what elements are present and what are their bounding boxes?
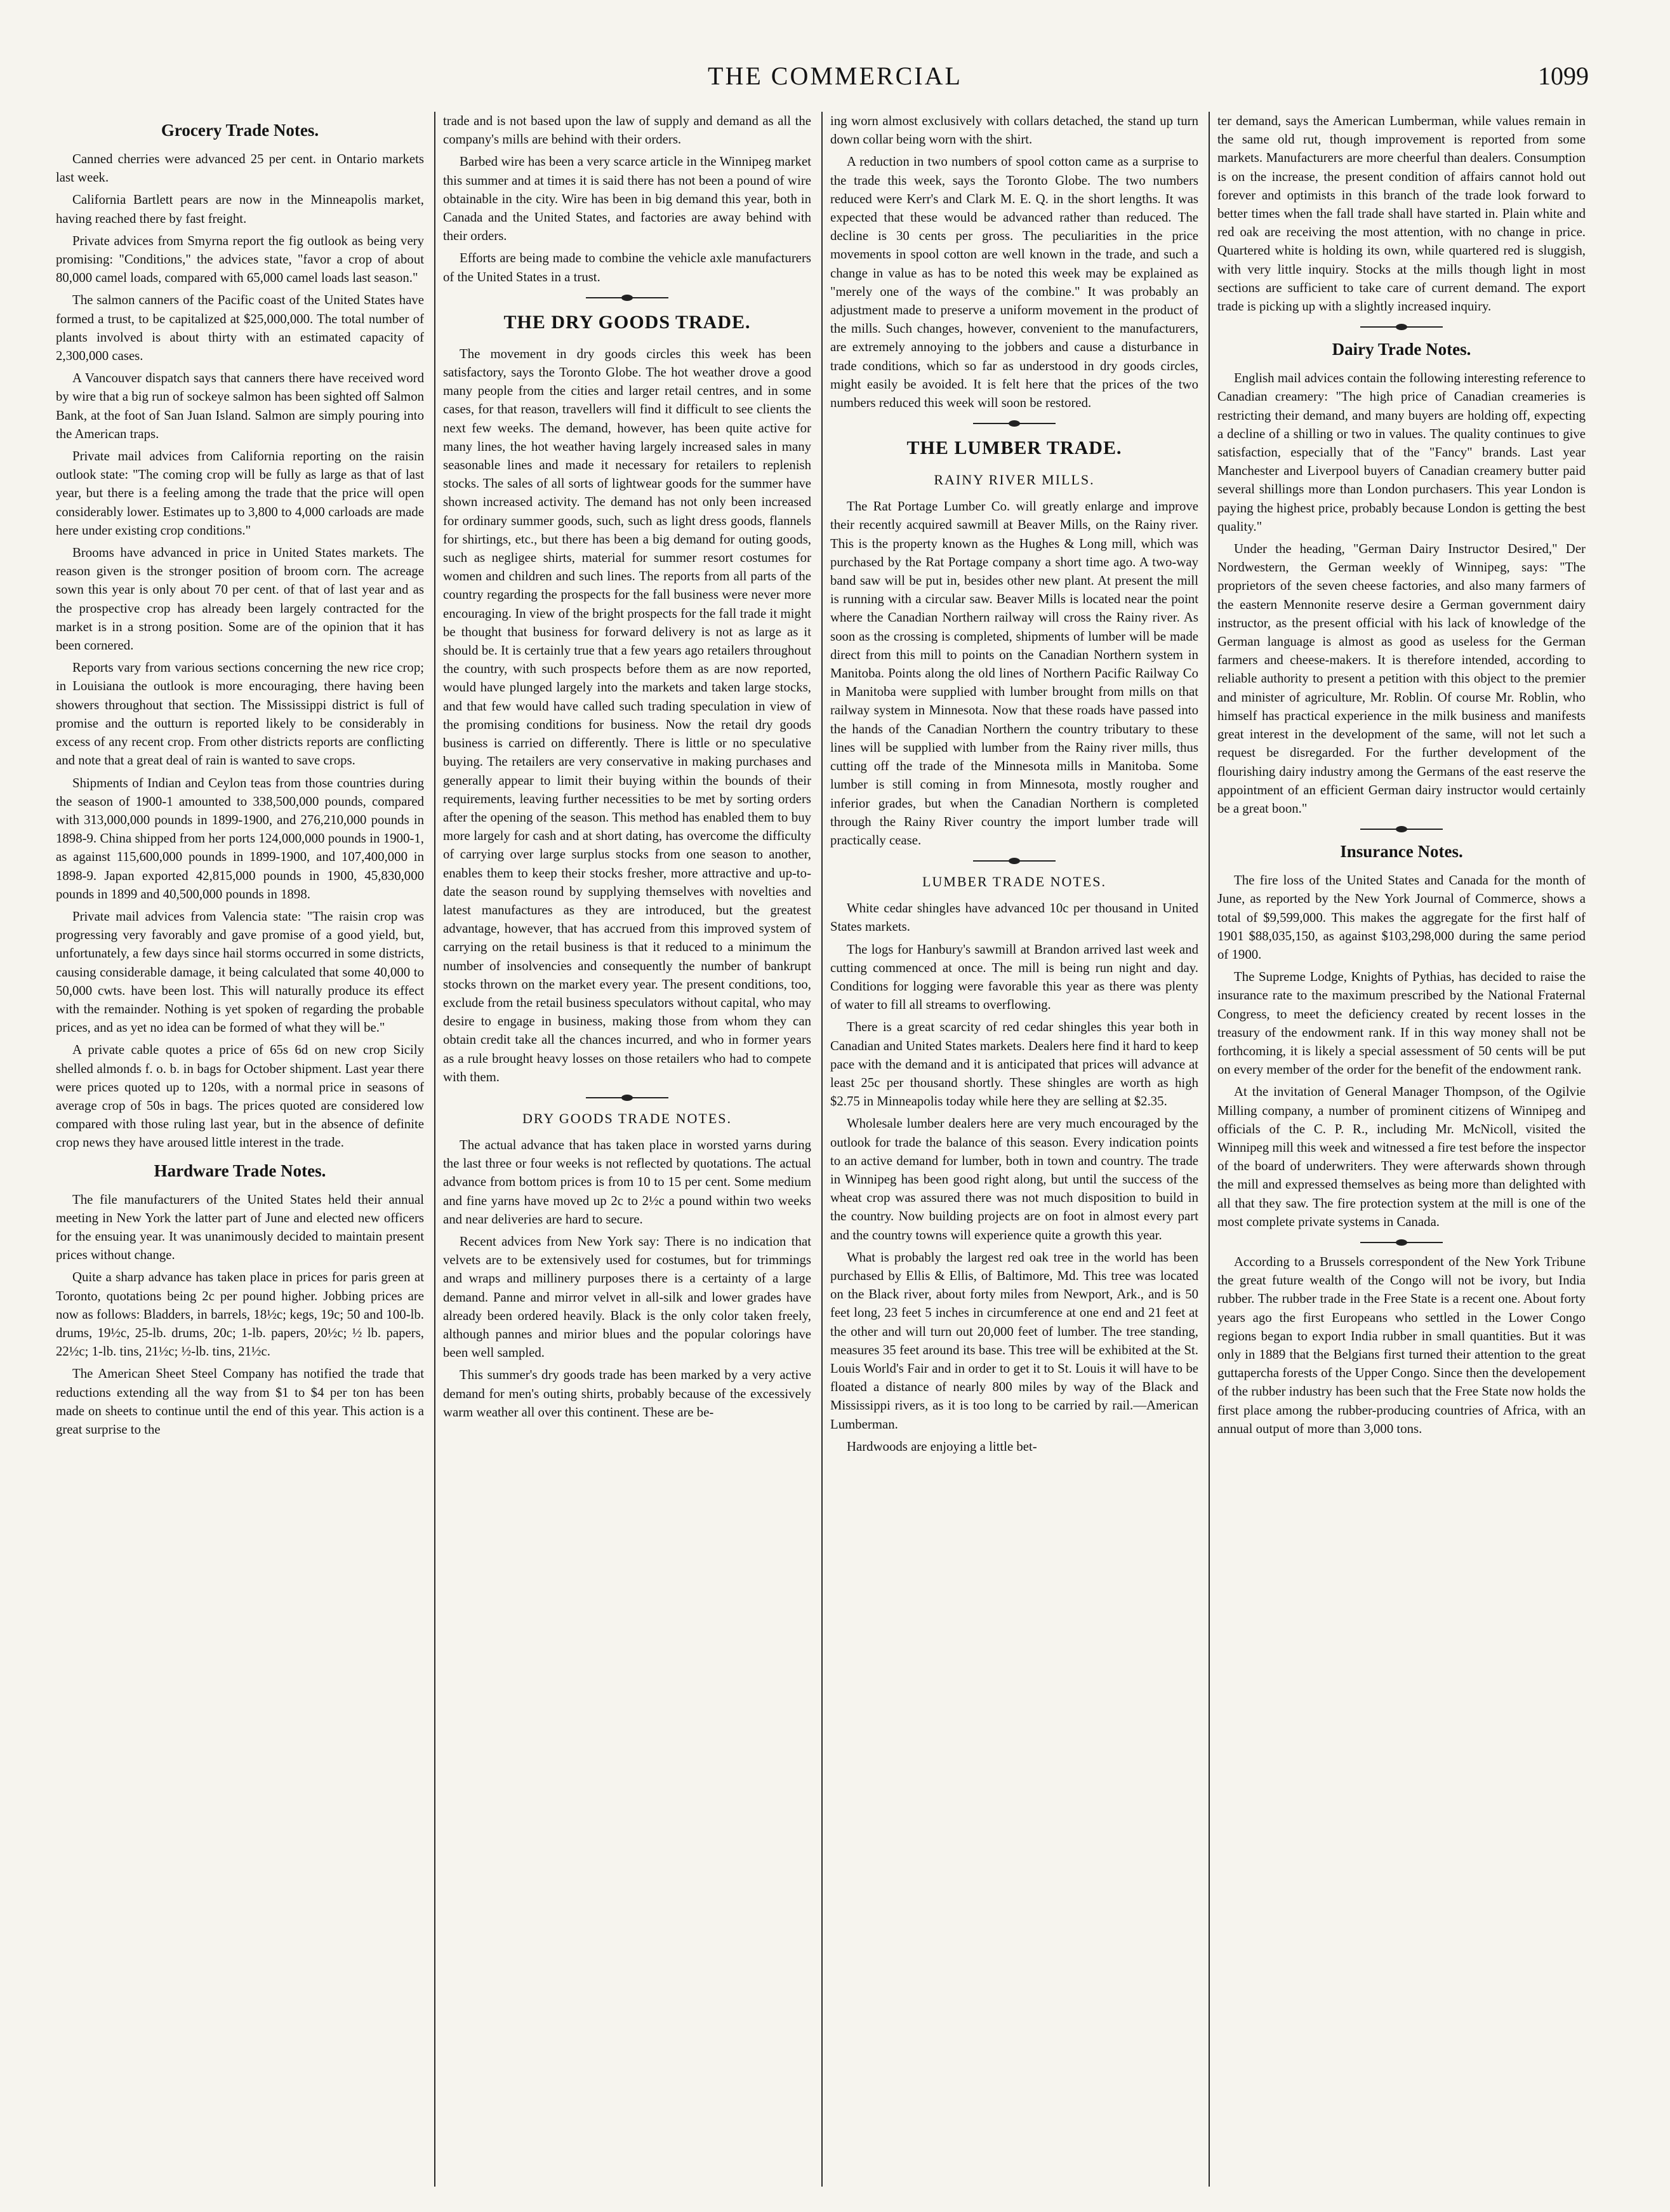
- section-divider: [586, 1094, 668, 1102]
- article-paragraph: According to a Brussels correspondent of the New York Tribune the great future wealth of the Congo will not be ivory, but India rubber. The rubber trade in the Free State is a recent one. About forty years ago the first Europeans who settled in the Lower Congo regions began to export India rubber in small quantities. But it was only in 1889 that the Belgians first turned their attention to the great guttapercha forests of the Upper Congo. Since then the developement of the rubber industry has been such that the Free State now holds the first place among the rubber-producing countries of Africa, with an annual output of more than 3,000 tons.: [1217, 1254, 1586, 1436]
- article-paragraph: A private cable quotes a price of 65s 6d on new crop Sicily shelled almonds f. o. b. in bags for October shipment. Last year there were prices quoted up to 120s, with a normal price in seasons of average crop of 50s in bags. The prices quoted are considered low compared with those ruling last year, but in the absence of definite crop news they have aroused little interest in the trade.: [56, 1043, 424, 1150]
- article-paragraph: Reports vary from various sections concerning the new rice crop; in Louisiana the outlook is more encouraging, there having been showers throughout that section. The Mississippi district is full of promise and the outturn is reported likely to be considerably in excess of any recent crop. From other districts reports are conflicting and note that a great deal of rain is wanted to save crops.: [56, 660, 424, 768]
- article-paragraph: A reduction in two numbers of spool cotton came as a surprise to the trade this week, says the Toronto Globe. The two numbers reduced were Kerr's and Clark M. E. Q. in the short lengths. It was expected that these would be advanced rather than reduced. The decline is 30 cents per gross. The peculiarities in the price movements in spool cotton are well known in the trade, and such a change in value as has to be noted this week may be explained as "merely one of the ways of the combine." It was probably an adjustment made to preserve a uniform movement in the product of the mills. Such changes, however, convenient to the manufacturers, are extremely annoying to the jobbers and cause a disturbance in trade conditions, which so far as understood in dry goods circles, might easily be avoided. It is felt here that the prices of the two numbers reduced this week will soon be restored.: [830, 154, 1198, 411]
- article-paragraph: Efforts are being made to combine the vehicle axle manufacturers of the United States in a trust.: [443, 251, 811, 284]
- article-paragraph: The actual advance that has taken place in worsted yarns during the last three or four weeks is not reflected by quotations. The actual advance from bottom prices is from 10 to 15 per cent. Some medium and fine yarns have moved up 2c to 2½c a pound within two weeks and near deliveries are hard to secure.: [443, 1137, 811, 1227]
- article-paragraph: English mail advices contain the following interesting reference to Canadian creamery: "The high price of Canadian creameries is restricting their demand, and many buyers are holding off, expecting a decline of a shilling or two in values. The quality continues to give satisfaction, especially that of the "Fancy" brands. Last year Manchester and Liverpool buyers of Canadian creamery butter paid several shillings more than London purchasers. This year London is paying the highest price, probably because London is getting the best quality.": [1217, 371, 1586, 534]
- section-divider: [586, 294, 668, 302]
- article-paragraph: California Bartlett pears are now in the Minneapolis market, having reached there by fast freight.: [56, 192, 424, 226]
- article-paragraph: At the invitation of General Manager Thompson, of the Ogilvie Milling company, a number of prominent citizens of Winnipeg and officials of the C. P. R., including Mr. McNicoll, visited the Winnipeg mill this week and witnessed a fire test before the inspector of the board of underwriters. They were afterwards shown through the mill and expressed themselves as being more than delighted with all that they saw. The fire protection system at the mill is one of the most complete private systems in Canada.: [1217, 1084, 1586, 1229]
- column-rule: [434, 112, 435, 2187]
- article-paragraph: The movement in dry goods circles this week has been satisfactory, says the Toronto Globe. The hot weather drove a good many people from the cities and larger retail centres, and in some cases, for that reason, travellers will find it difficult to see clients the next few weeks. The demand, however, has been quite active for many lines, the hot weather having largely increased sales in many seasonable lines and made it necessary for retailers to replenish stocks. The sales of all sorts of lightwear goods for the summer have shown increased activity. The demand has not only been increased for ordinary summer goods, such, such as light dress goods, flannels for shirtings, etc., but there has been a big demand for outing goods, such as negligee shirts, material for summer resort costumes for women and children and such lines. The reports from all parts of the country regarding the prospects for the fall business were never more encouraging. In view of the bright prospects for the fall trade it might be thought that business for forward delivery is not as large as it should be. It is certainly true that a few years ago retailers throughout the country, with such prospects before them as are now reported, would have plunged largely into the markets and taken large stocks, and that few would have called such trading speculation in view of the promising conditions for business. Now the retail dry goods business is carried on differently. There is little or no speculative buying. The retailers are very conservative in making purchases and generally appear to limit their buying within the bounds of their requirements, leaving further necessities to be met by sorting orders after the opening of the season. This method has enabled them to buy more largely for cash and at short dating, has overcome the difficulty of carrying over large surplus stocks from one season to another, enables them to keep their stocks fresher, more attractive and up-to-date the season round by supplying themselves with novelties and latest manufactures as they are introduced, but the greatest advantage, however, that has accrued from this improved system of carrying on the retail business is that it reduced to a minimum the number of insolvencies and consequently the number of bankrupt stocks thrown on the market every year. The present conditions, too, exclude from the retail business speculators without capital, who may desire to engage in business, making those from whom they can obtain credit take all the chances incurred, and who in former years as a rule brought heavy losses on those retailers who had to compete with them.: [443, 346, 811, 1084]
- article-paragraph: Quite a sharp advance has taken place in prices for paris green at Toronto, quotations being 2c per pound higher. Jobbing prices are now as follows: Bladders, in barrels, 18½c; kegs, 19c; 50 and 100-lb. drums, 19½c, 25-lb. drums, 20c; 1-lb. papers, 20½c; ½ lb. papers, 22½c; 1-lb. tins, 21½c; ½-lb. tins, 21½c.: [56, 1270, 424, 1359]
- article-paragraph: ter demand, says the American Lumberman, while values remain in the same old rut, though improvement is reported from some markets. Manufacturers are more cheerful than dealers. Consumption is on the increase, the present condition of affairs cannot hold out forever and optimists in this branch of the trade look forward to better times when the fall trade shall have started in. Plain white and red oak are receiving the most attention, with no change in price. Quartered white is holding its own, while quartered red is sluggish, with very little inquiry. Stocks at the mills though light in most sections are sufficient to take care of current demand. The export trade is picking up with a slightly increased inquiry.: [1217, 114, 1586, 314]
- section-heading: Grocery Trade Notes.: [161, 121, 319, 140]
- article-paragraph: The Rat Portage Lumber Co. will greatly enlarge and improve their recently acquired sawmill at Beaver Mills, on the Rainy river. This is the property known as the Hughes & Long mill, which was purchased by the Rat Portage company a short time ago. A two-way band saw will be put in, besides other new plant. At present the mill is running with a circular saw. Beaver Mills is located near the point where the Canadian Northern railway will cross the Rainy river. As soon as the crossing is completed, shipments of lumber will be made direct from this mill to points on the Canadian Northern system in Manitoba. Points along the old lines of Northern Pacific Railway Co in Manitoba were supplied with lumber brought from mills on that railway system in Minnesota. Now that these roads have passed into the hands of the Canadian Northern the country tributary to these lines will be supplied with lumber from the Rainy river mills, thus cutting off the trade of the Minnesota mills in Manitoba. Some lumber is still coming in from Minnesota, mostly rougher and inferior grades, but when the Canadian Northern is completed through the Rainy River country the import lumber trade will practically cease.: [830, 499, 1198, 848]
- section-divider: [1360, 825, 1443, 833]
- column-rule: [821, 112, 823, 2187]
- article-paragraph: What is probably the largest red oak tree in the world has been purchased by Ellis & Ellis, of Baltimore, Md. This tree was located on the Black river, about forty miles from Newport, Ark., and is 50 feet long, 23 feet 5 inches in circumference at one end and 21 feet at the other and will turn out 20,000 feet of lumber. The tree standing, measures 35 feet around its base. This tree will be exhibited at the St. Louis World's Fair and in order to get it to St. Louis it will have to be floated a distance of nearly 800 miles by way of the Black and Mississippi rivers, as it is too long to be carried by rail.—American Lumberman.: [830, 1249, 1198, 1432]
- column-4: [1217, 112, 1586, 2187]
- section-heading: Dairy Trade Notes.: [1332, 340, 1471, 359]
- section-divider: [1360, 1239, 1443, 1246]
- article-paragraph: The fire loss of the United States and Canada for the month of June, as reported by the New York Journal of Commerce, shows a total of $9,599,000. This makes the aggregate for the first half of 1901 $88,035,150, as against $103,298,000 during the same period of 1900.: [1217, 873, 1586, 962]
- article-paragraph: There is a great scarcity of red cedar shingles this year both in Canadian and United States markets. Dealers here find it hard to keep pace with the demand and it is anticipated that prices will advance at least 25c per thousand shortly. These shingles are worth as high $2.75 in Minneapolis today while here they are selling at $2.35.: [830, 1020, 1198, 1109]
- article-paragraph: Private mail advices from California reporting on the raisin outlook state: "The coming crop will be fully as large as that of last year, but there is a feeling among the trade that the price will open considerably lower. Estimates up to 3,800 to 4,000 carloads are made here under existing crop conditions.": [56, 449, 424, 538]
- column-rule: [1209, 112, 1210, 2187]
- article-paragraph: Under the heading, "German Dairy Instructor Desired," Der Nordwestern, the German weekly of Winnipeg, says: "The proprietors of the seven cheese factories, and also many farmers of the eastern Mennonite reserve desire a German government dairy instructor, as the present official with his lack of knowledge of the German language is almost as good as useless for the German farmers and cheese-makers. It is therefore intended, according to reliable authority to present a petition with this object to the premier and minister of agriculture, Mr. Roblin. Of course Mr. Roblin, who himself has practical experience in the milk business and manifests great interest in the development of the same, will not let such a request be disregarded. For the further development of the flourishing dairy industry among the Germans of the east reserve the appointment of an efficient German dairy instructor would certainly be a great boon.": [1217, 542, 1586, 816]
- section-divider: [973, 420, 1056, 427]
- article-paragraph: Private advices from Smyrna report the fig outlook as being very promising: "Conditions," the advices state, "favor a crop of about 80,000 camel loads, compared with 65,000 camel loads last season.": [56, 233, 424, 286]
- article-paragraph: White cedar shingles have advanced 10c per thousand in United States markets.: [830, 901, 1198, 935]
- masthead: [56, 61, 1614, 99]
- article-paragraph: This summer's dry goods trade has been marked by a very active demand for men's outing shirts, probably because of the excessively warm weather all over this continent. These are be-: [443, 1368, 811, 1420]
- section-divider: [973, 857, 1056, 865]
- article-paragraph: Hardwoods are enjoying a little bet-: [847, 1439, 1037, 1454]
- section-heading: Hardware Trade Notes.: [154, 1161, 326, 1180]
- subsection-heading: DRY GOODS TRADE NOTES.: [522, 1110, 732, 1126]
- article-paragraph: Brooms have advanced in price in United States markets. The reason given is the stronger position of broom corn. The acreage sown this year is only about 70 per cent. of that of last year and as the prospective crop has already been largely contracted for the market is in a strong position. Some are of the opinion that it has been cornered.: [56, 545, 424, 653]
- article-paragraph: Private mail advices from Valencia state: "The raisin crop was progressing very favorably and gave promise of a good yield, but, unfortunately, a few days since hail storms occurred in some districts, causing considerable damage, it being calculated that some 40,000 to 50,000 cwts. have been lost. This will naturally produce its effect with the remainder. Nothing is yet spoken of regarding the probable prices, and as yet no idea can be formed of what they will be.": [56, 909, 424, 1036]
- article-columns: [56, 112, 1614, 2187]
- column-3: [830, 112, 1198, 2187]
- page-number: 1099: [1538, 62, 1589, 90]
- article-paragraph: Wholesale lumber dealers here are very much encouraged by the outlook for trade the balance of this season. Every indication points to an active demand for lumber, both in town and country. The trade in Winnipeg has been good right along, but until the success of the wheat crop was assured there was not much disposition to build in the country. Now building projects are on foot in almost every part and the country towns will experience quite a growth this year.: [830, 1116, 1198, 1243]
- article-paragraph: Canned cherries were advanced 25 per cent. in Ontario markets last week.: [56, 152, 424, 185]
- article-paragraph: trade and is not based upon the law of supply and demand as all the company's mills are behind with their orders.: [443, 114, 811, 147]
- column-2: [443, 112, 811, 2187]
- article-paragraph: A Vancouver dispatch says that canners there have received word by wire that a big run of sockeye salmon has been sighted off Salmon Bank, at the foot of San Juan Island. Salmon are simply pouring into the American traps.: [56, 371, 424, 441]
- article-paragraph: The logs for Hanbury's sawmill at Brandon arrived last week and cutting commenced at once. The mill is being run night and day. Conditions for logging were favorable this year as there was plenty of water to fill all streams to overflowing.: [830, 942, 1198, 1013]
- subsection-heading: LUMBER TRADE NOTES.: [922, 874, 1106, 890]
- running-title: THE COMMERCIAL: [708, 62, 962, 90]
- article-paragraph: The salmon canners of the Pacific coast of the United States have formed a trust, to be capitalized at $25,000,000. The total number of plants involved is about thirty with an estimated capacity of 2,300,000 cases.: [56, 293, 424, 364]
- article-paragraph: Barbed wire has been a very scarce article in the Winnipeg market this summer and at times it is said there has not been a pound of wire obtainable in the city. Wire has been in big demand this year, both in Canada and the United States, and factories are away behind with their orders.: [443, 154, 811, 244]
- article-paragraph: The American Sheet Steel Company has notified the trade that reductions extending all the way from $1 to $4 per ton has been made on sheets to continue until the end of this year. This action is a great surprise to the: [56, 1366, 424, 1437]
- section-heading: THE DRY GOODS TRADE.: [503, 311, 751, 333]
- article-paragraph: Recent advices from New York say: There is no indication that velvets are to be extensively used for costumes, but for trimmings and wraps and millinery purposes there is a certainty of a large demand. Panne and mirror velvet in all-silk and lower grades have already been ordered heavily. Black is the only color taken freely, although pannes and mirior blues and the popular colorings have been well sampled.: [443, 1234, 811, 1361]
- column-1: [56, 112, 424, 2187]
- article-paragraph: The file manufacturers of the United States held their annual meeting in New York the latter part of June and elected new officers for the ensuing year. It was unanimously decided to maintain present prices without change.: [56, 1192, 424, 1263]
- subsection-heading: RAINY RIVER MILLS.: [934, 472, 1095, 488]
- section-divider: [1360, 323, 1443, 331]
- article-paragraph: ing worn almost exclusively with collars detached, the stand up turn down collar being worn with the shirt.: [830, 114, 1198, 147]
- article-paragraph: Shipments of Indian and Ceylon teas from those countries during the season of 1900-1 amounted to 338,500,000 pounds, compared with 313,000,000 pounds in 1899-1900, and 276,210,000 pounds in 1898-9. China shipped from her ports 124,000,000 pounds in 1900-1, as against 115,600,000 pounds in 1899-1900, and 107,400,000 in 1898-9. Japan exported 42,815,000 pounds in 1900, 45,830,000 pounds in 1899 and 40,500,000 pounds in 1898.: [56, 775, 424, 902]
- section-heading: THE LUMBER TRADE.: [906, 437, 1122, 459]
- section-heading: Insurance Notes.: [1340, 842, 1463, 862]
- article-paragraph: The Supreme Lodge, Knights of Pythias, has decided to raise the insurance rate to the maximum prescribed by the National Fraternal Congress, to meet the deficiency created by recent losses in the treasury of the endowment rank. If in this way money shall not be forthcoming, it is likely a special assessment of 50 cents will be put on every member of the order for the benefit of the endowment rank.: [1217, 969, 1586, 1077]
